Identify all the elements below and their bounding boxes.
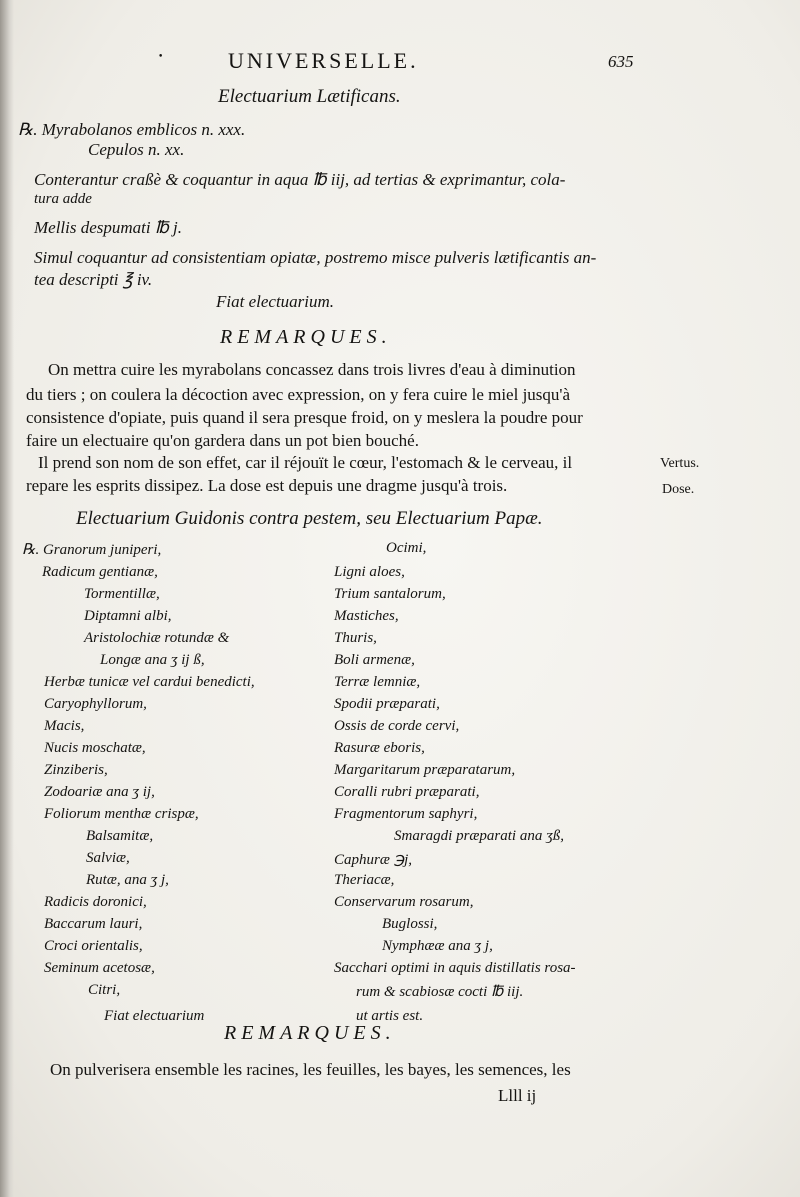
ingredient-left-20: Seminum acetosæ,: [44, 960, 155, 976]
remarques1-p1-line3: consistence d'opiate, puis quand il sera presque froid, on y meslera la poudre pour: [26, 408, 583, 427]
ingredient-right-10: Rasuræ eboris,: [334, 740, 425, 756]
ingredient-left-13: Foliorum menthæ crispæ,: [44, 806, 199, 822]
printer-mark: •: [158, 52, 164, 62]
ingredient-right-8: Spodii præparati,: [334, 696, 440, 712]
ingredient-left-10: Nucis moschatæ,: [44, 740, 146, 756]
recipe-line-8: Fiat electuarium.: [216, 292, 335, 311]
ingredient-left-15: Salviæ,: [86, 850, 130, 866]
ingredient-right-13: Fragmentorum saphyri,: [334, 806, 478, 822]
recipe-line-1: ℞. Myrabolanos emblicos n. xxx.: [18, 120, 246, 139]
recipe-line-2: Cepulos n. xx.: [88, 140, 185, 159]
ingredient-left-1: ℞. Granorum juniperi,: [22, 542, 162, 558]
ingredient-left-7: Herbæ tunicæ vel cardui benedicti,: [44, 674, 255, 690]
recipe-line-5: Mellis despumati ℔ j.: [34, 218, 183, 237]
ingredient-left-18: Baccarum lauri,: [44, 916, 143, 932]
ingredient-right-19: Nymphææ ana ʒ j,: [382, 938, 493, 954]
ingredient-right-5: Thuris,: [334, 630, 377, 646]
section2-heading: Electuarium Guidonis contra pestem, seu Electuarium Papæ.: [76, 508, 543, 529]
ingredient-left-11: Zinziberis,: [44, 762, 108, 778]
signature-mark: Llll ij: [498, 1086, 537, 1105]
ingredient-left-21: Citri,: [88, 982, 121, 998]
remarques1-p1-line4: faire un electuaire qu'on gardera dans un pot bien bouché.: [26, 431, 419, 450]
recipe-line-4: tura adde: [34, 191, 92, 207]
remarques1-p1-line1: On mettra cuire les myrabolans concassez dans trois livres d'eau à diminution: [48, 360, 576, 379]
ingredient-right-18: Buglossi,: [382, 916, 438, 932]
ingredient-left-2: Radicum gentianæ,: [42, 564, 158, 580]
recipe-line-7: tea descripti ℥ iv.: [34, 270, 153, 289]
running-title: UNIVERSELLE.: [228, 48, 419, 73]
ingredient-left-22: Fiat electuarium: [104, 1008, 205, 1024]
ingredient-left-3: Tormentillæ,: [84, 586, 160, 602]
remarques2-line1: On pulverisera ensemble les racines, les feuilles, les bayes, les semences, les: [50, 1060, 571, 1079]
recipe-line-3: Conterantur craßè & coquantur in aqua ℔ iij, ad tertias & exprimantur, cola-: [34, 170, 566, 189]
ingredient-left-14: Balsamitæ,: [86, 828, 154, 844]
ingredient-right-6: Boli armenæ,: [334, 652, 415, 668]
ingredient-left-6: Longæ ana ʒ ij ß,: [100, 652, 205, 668]
page-number: 635: [608, 52, 634, 71]
ingredient-left-5: Aristolochiæ rotundæ &: [84, 630, 230, 646]
margin-note-dose: Dose.: [662, 482, 695, 497]
ingredient-left-9: Macis,: [44, 718, 85, 734]
remarques1-p2-line2: repare les esprits dissipez. La dose est depuis une dragme jusqu'à trois.: [26, 476, 508, 495]
running-header: [0, 48, 800, 80]
ingredient-right-4: Mastiches,: [334, 608, 399, 624]
ingredient-right-1: Ocimi,: [386, 540, 427, 556]
ingredient-right-16: Theriacæ,: [334, 872, 395, 888]
recipe-line-6: Simul coquantur ad consistentiam opiatæ, postremo misce pulveris lætificantis an-: [34, 248, 597, 267]
margin-note-vertus: Vertus.: [660, 456, 700, 471]
ingredient-right-2: Ligni aloes,: [334, 564, 405, 580]
ingredient-left-19: Croci orientalis,: [44, 938, 143, 954]
ingredient-left-8: Caryophyllorum,: [44, 696, 147, 712]
section1-heading: Electuarium Lætificans.: [218, 86, 401, 107]
ingredient-right-20: Sacchari optimi in aquis distillatis rosa-: [334, 960, 576, 976]
remarques1-heading: REMARQUES.: [220, 326, 392, 348]
ingredient-right-7: Terræ lemniæ,: [334, 674, 421, 690]
ingredient-right-12: Coralli rubri præparati,: [334, 784, 480, 800]
remarques2-heading: REMARQUES.: [224, 1022, 396, 1044]
ingredient-left-16: Rutæ, ana ʒ j,: [86, 872, 169, 888]
ingredient-right-15: Caphuræ ℈j,: [334, 852, 412, 868]
ingredient-right-17: Conservarum rosarum,: [334, 894, 474, 910]
remarques1-p1-line2: du tiers ; on coulera la décoction avec expression, on y fera cuire le miel jusqu'à: [26, 385, 571, 404]
ingredient-right-14: Smaragdi præparati ana ʒß,: [394, 828, 565, 844]
remarques1-p2-line1: Il prend son nom de son effet, car il réjouït le cœur, l'estomach & le cerveau, il: [38, 453, 573, 472]
ingredient-right-9: Ossis de corde cervi,: [334, 718, 460, 734]
ingredient-right-3: Trium santalorum,: [334, 586, 446, 602]
ingredient-left-4: Diptamni albi,: [84, 608, 172, 624]
ingredient-left-17: Radicis doronici,: [44, 894, 147, 910]
page-gutter: [0, 0, 14, 1197]
ingredient-right-21: rum & scabiosæ cocti ℔ iij.: [356, 984, 524, 1000]
ingredient-right-11: Margaritarum præparatarum,: [334, 762, 516, 778]
ingredient-right-22: ut artis est.: [356, 1008, 424, 1024]
ingredient-left-12: Zodoariæ ana ʒ ij,: [44, 784, 155, 800]
